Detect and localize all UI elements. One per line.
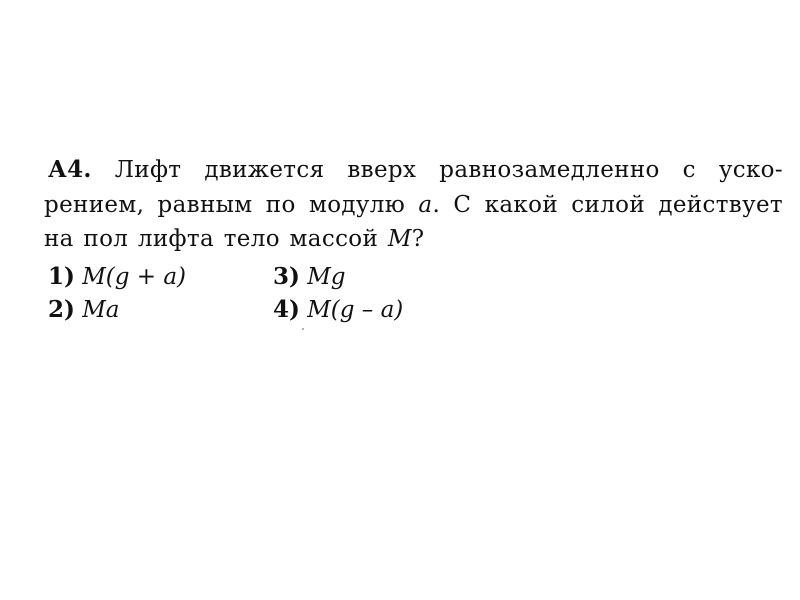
- problem-line-3-text-before: на пол лифта тело массой: [44, 226, 379, 252]
- problem-label: А4.: [48, 156, 92, 183]
- acceleration-variable: a: [418, 191, 433, 218]
- problem-line-2-text-after: . С какой силой действует: [432, 191, 783, 218]
- problem-statement: [44, 153, 783, 257]
- problem-line-1: [48, 153, 783, 188]
- answer-number: 1): [48, 263, 75, 290]
- answer-number: 4): [273, 296, 300, 323]
- problem-line-2-text-before: рением, равным по модулю: [44, 191, 406, 218]
- problem-line-3-text-after: ?: [411, 226, 425, 252]
- answer-expression: Ma: [82, 297, 120, 323]
- answer-number: 2): [48, 296, 75, 323]
- answer-expression: M(g + a): [82, 264, 187, 290]
- mass-variable: M: [387, 226, 412, 252]
- answer-option-3[interactable]: [273, 260, 345, 294]
- answer-number: 3): [273, 263, 300, 290]
- answer-option-2[interactable]: [48, 293, 119, 327]
- answer-option-4[interactable]: [273, 293, 403, 327]
- problem-line-3: [44, 222, 783, 257]
- answer-option-1[interactable]: [48, 260, 186, 294]
- scan-speck: [302, 328, 304, 330]
- answer-expression: M(g – a): [307, 297, 404, 323]
- problem-line-2: [44, 188, 783, 223]
- problem-line-1-text: Лифт движется вверх равнозамедленно с уско-: [114, 157, 783, 183]
- answer-expression: Mg: [307, 264, 346, 290]
